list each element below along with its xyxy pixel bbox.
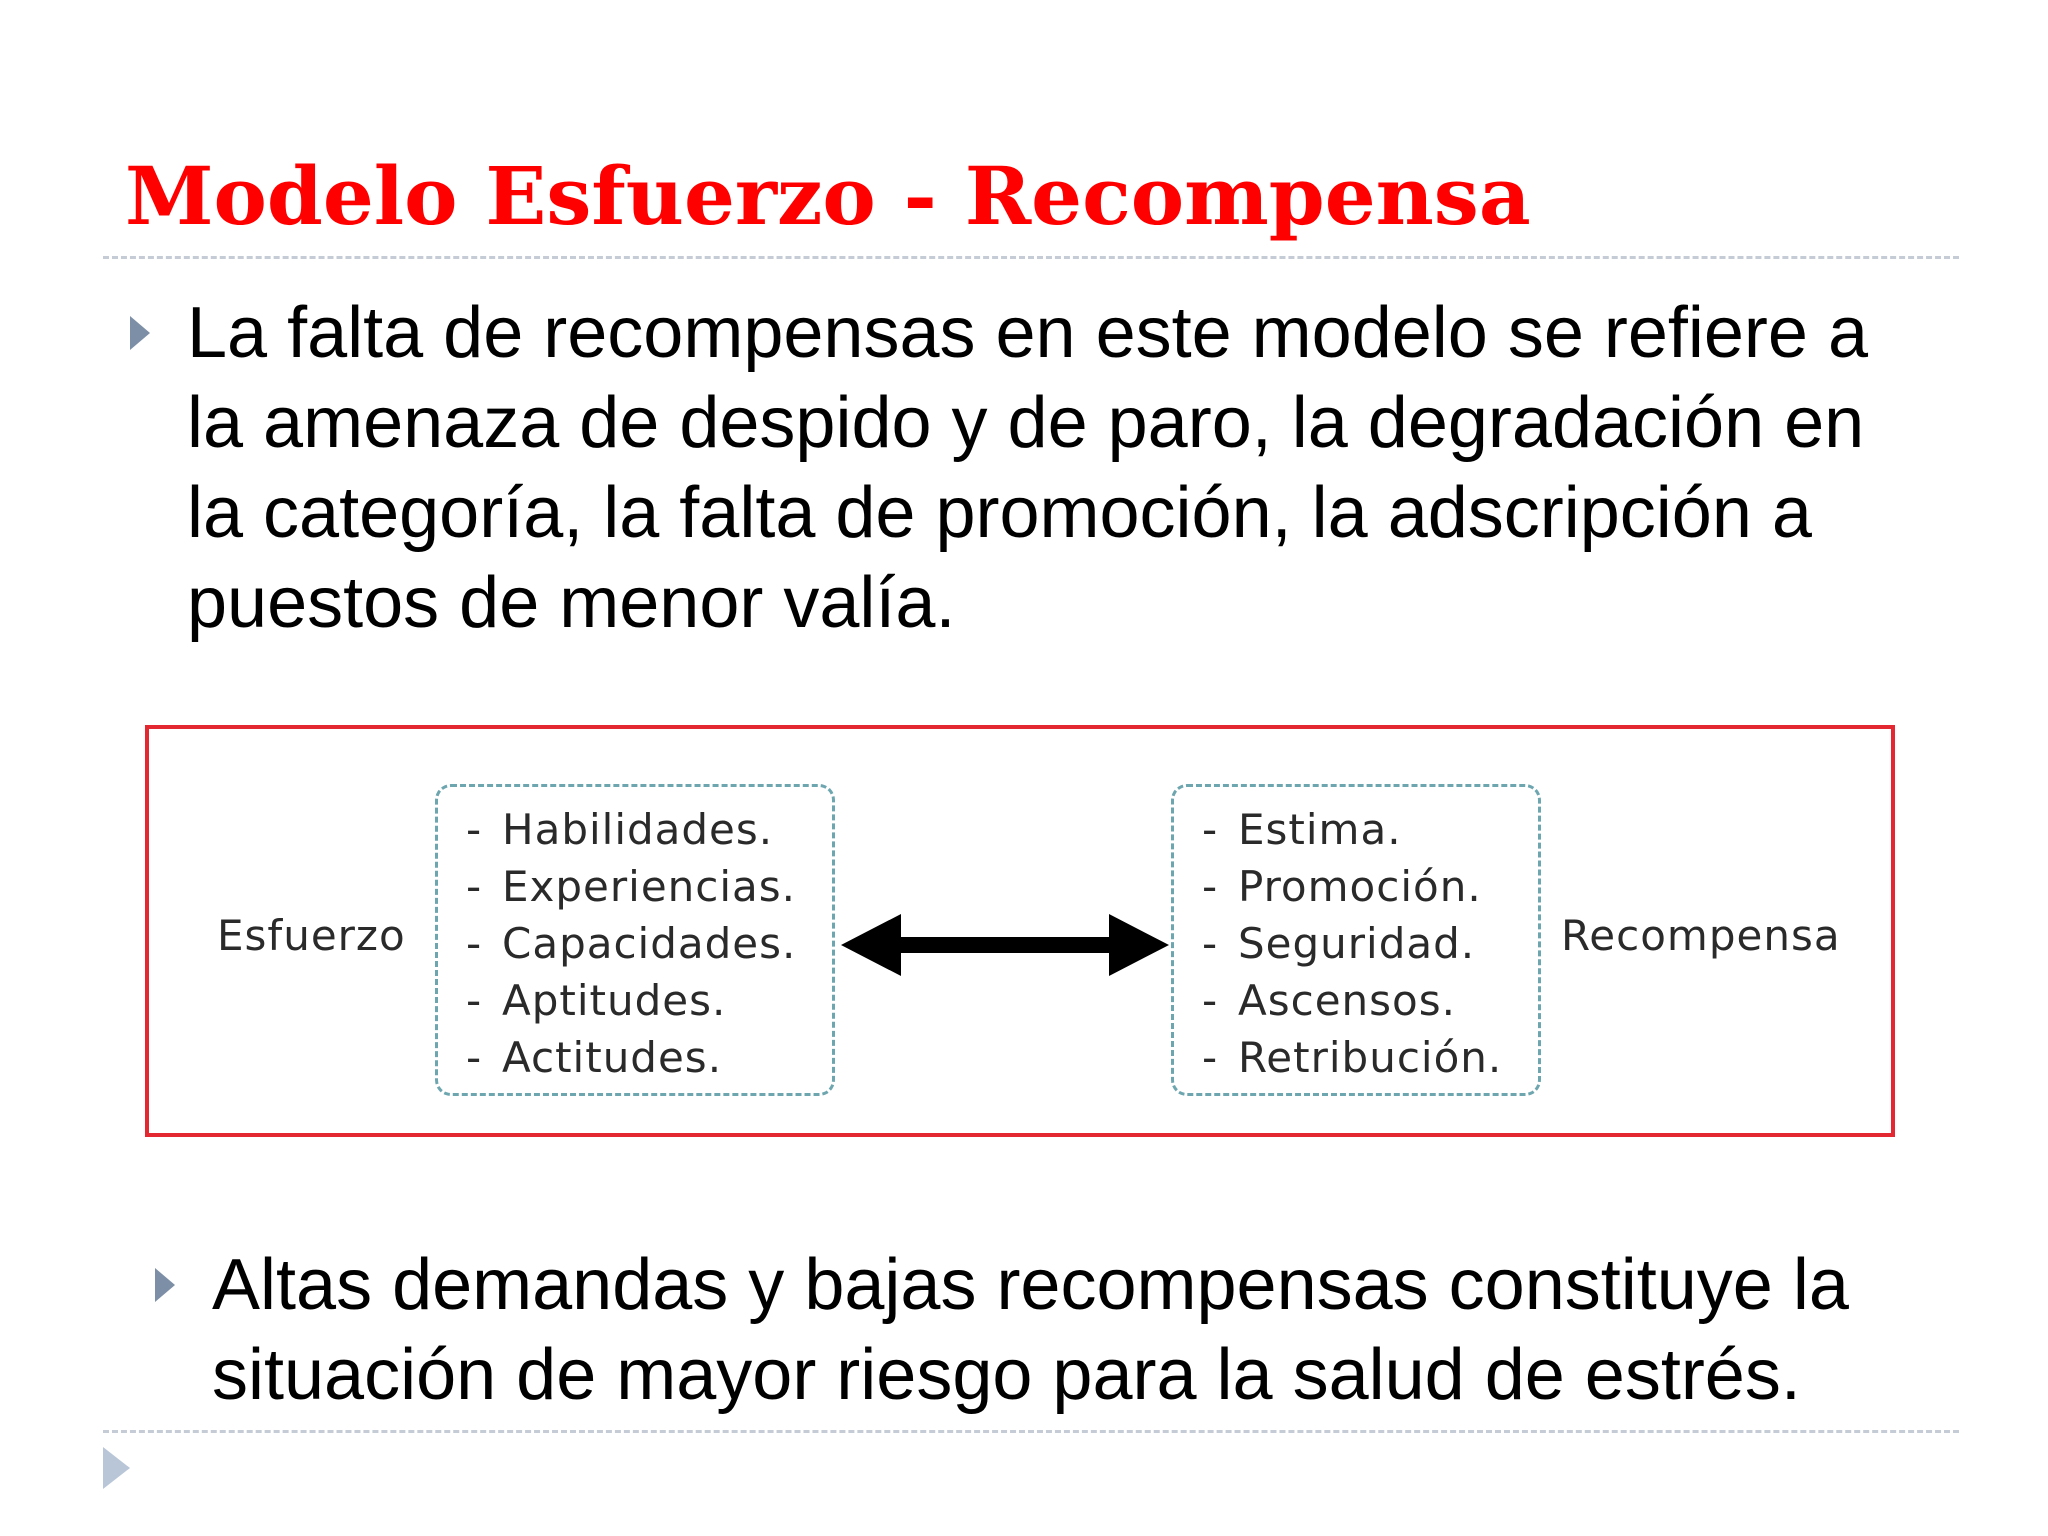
effort-reward-diagram — [145, 725, 1895, 1137]
bullet-item — [155, 1240, 1945, 1420]
bullet-arrow-icon — [130, 316, 150, 350]
reward-item: - Seguridad. — [1202, 919, 1476, 968]
effort-item: - Actitudes. — [466, 1033, 723, 1082]
effort-item: - Experiencias. — [466, 862, 797, 911]
effort-label: Esfuerzo — [217, 911, 406, 960]
effort-items-box — [435, 784, 835, 1096]
slide-marker-icon — [103, 1447, 130, 1489]
bullet-item — [130, 288, 1940, 648]
title-divider — [103, 256, 1959, 259]
effort-item: - Habilidades. — [466, 805, 774, 854]
reward-item: - Estima. — [1202, 805, 1402, 854]
effort-items-list — [438, 787, 832, 1086]
reward-item: - Promoción. — [1202, 862, 1482, 911]
bullet-text: Altas demandas y bajas recompensas constituye la situación de mayor riesgo para la salud de estrés. — [212, 1245, 1849, 1415]
bullet-text: La falta de recompensas en este modelo se refiere a la amenaza de despido y de paro, la degradación en la categoría, la falta de promoción, la adscripción a puestos de menor valía. — [187, 293, 1868, 643]
reward-item: - Retribución. — [1202, 1033, 1503, 1082]
effort-item: - Capacidades. — [466, 919, 797, 968]
bullet-arrow-icon — [155, 1268, 175, 1302]
reward-item: - Ascensos. — [1202, 976, 1456, 1025]
reward-items-list — [1174, 787, 1538, 1086]
slide-title: Modelo Esfuerzo - Recompensa — [125, 149, 1531, 243]
reward-label: Recompensa — [1561, 911, 1841, 960]
reward-items-box — [1171, 784, 1541, 1096]
effort-item: - Aptitudes. — [466, 976, 727, 1025]
footer-divider — [103, 1430, 1959, 1433]
double-headed-arrow-icon — [841, 914, 1169, 976]
